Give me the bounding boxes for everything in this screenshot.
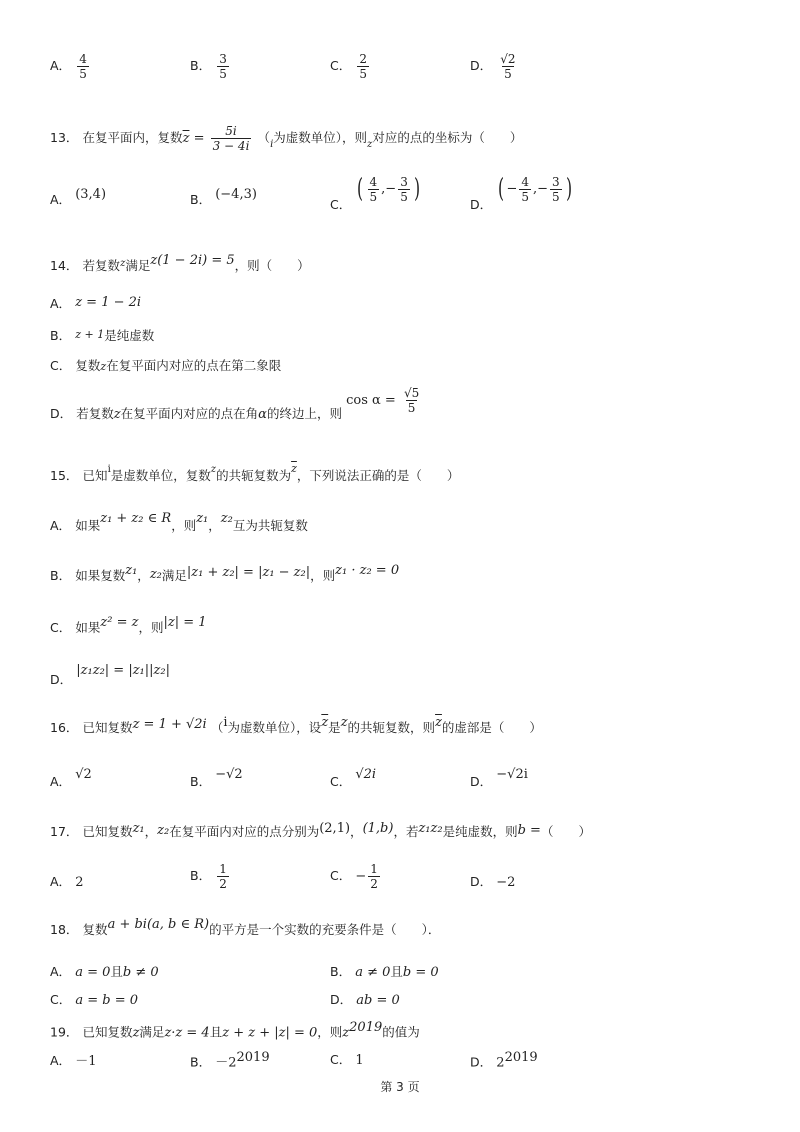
z-conjugate: z — [291, 462, 297, 475]
q18-option-a — [50, 962, 159, 980]
z-conjugate: $\overline{z}$ — [435, 715, 442, 730]
q14-option-c — [50, 356, 281, 374]
option-expression: b ≠ 0 — [122, 965, 159, 980]
option-text: 如果 — [75, 620, 101, 635]
numerator: 3 — [552, 174, 560, 189]
denominator: 3 − 4i — [212, 139, 250, 153]
stem-text: 是纯虚数，则 — [442, 824, 518, 839]
variable-z: z — [210, 464, 217, 475]
page-number: 第 3 页 — [380, 1080, 420, 1094]
option-text: ，则 — [310, 568, 336, 583]
q16-stem — [50, 715, 542, 736]
stem-text: （ ） — [540, 824, 591, 839]
fraction — [398, 175, 410, 204]
q15-stem — [50, 462, 460, 484]
option-label: A． — [50, 1053, 72, 1068]
stem-text: 是 — [328, 720, 341, 735]
question-number: 15． — [50, 468, 79, 483]
z-conjugate: $\overline{z}$ — [182, 131, 190, 146]
exponent: 2019 — [349, 1020, 383, 1035]
q13-option-c — [330, 174, 422, 212]
question-number: 14． — [50, 258, 79, 273]
q16-option-b — [190, 764, 243, 789]
option-text: √2i — [355, 767, 377, 782]
stem-text: 是虚数单位，复数 — [110, 468, 211, 483]
option-label: C． — [330, 58, 352, 73]
option-label: C． — [330, 1052, 352, 1067]
stem-text: 的共轭复数为 — [216, 468, 292, 483]
variable-z: z — [367, 139, 373, 150]
q12-option-a — [50, 52, 91, 81]
stem-text: 满足 — [139, 1024, 165, 1040]
stem-text: ，下列说法正确的是（ ） — [296, 468, 460, 483]
expression: a + bi(a, b ∈ R) — [107, 917, 210, 932]
option-label: C． — [50, 992, 72, 1007]
variable-z1: z₁ — [196, 511, 209, 526]
conjunction: 且 — [390, 964, 403, 979]
option-text: －2 — [215, 1055, 237, 1071]
variable-z: z — [100, 360, 107, 373]
variable-z2: z₂ — [149, 567, 162, 582]
denominator: 2 — [370, 877, 378, 891]
q15-option-b — [50, 563, 400, 584]
stem-text: 的共轭复数，则 — [347, 720, 436, 735]
option-expression: a = 0 — [75, 965, 111, 980]
q17-stem — [50, 822, 591, 840]
q19-stem — [50, 1020, 420, 1040]
option-label: C． — [330, 868, 352, 883]
q18-option-d — [330, 990, 400, 1008]
q17-option-d — [470, 872, 515, 890]
numerator: 1 — [219, 862, 227, 876]
fraction — [402, 386, 421, 415]
stem-text: 的平方是一个实数的充要条件是（ ）． — [209, 922, 441, 937]
q18-option-b — [330, 962, 439, 980]
product: z₁z₂ — [418, 821, 443, 836]
denominator: 5 — [552, 189, 560, 204]
q19-option-d — [470, 1050, 538, 1070]
q19-option-c — [330, 1050, 364, 1068]
option-label: A． — [50, 774, 72, 789]
stem-text: 为虚数单位），则 — [273, 130, 368, 145]
option-text: 满足 — [161, 568, 187, 583]
left-paren: ( — [357, 174, 364, 204]
option-label: C． — [50, 358, 72, 373]
fraction — [368, 175, 380, 204]
q13-option-a — [50, 187, 107, 208]
q19-option-a — [50, 1050, 96, 1069]
q17-option-b — [190, 862, 231, 891]
numerator: 3 — [219, 52, 227, 66]
denominator: 5 — [359, 67, 368, 81]
q13-option-d — [470, 174, 574, 212]
separator: ， — [137, 568, 150, 583]
stem-text: 已知 — [82, 468, 108, 483]
imaginary-unit: i — [107, 464, 111, 475]
option-label: C． — [330, 774, 352, 789]
equation: z + z + |z| = 0 — [222, 1025, 318, 1041]
option-label: D． — [50, 406, 73, 421]
denominator: 2 — [219, 877, 227, 891]
option-text: −2 — [496, 875, 516, 890]
numerator: √2 — [500, 52, 516, 66]
stem-text: 满足 — [125, 258, 151, 273]
option-text: −√2 — [215, 767, 243, 782]
separator: ， — [208, 518, 221, 533]
minus-sign: − — [506, 181, 518, 197]
equation: z(1 − 2i) = 5 — [150, 253, 235, 268]
option-label: B． — [190, 774, 212, 789]
question-number: 19． — [50, 1024, 79, 1040]
stem-text: 为虚数单位），设 — [227, 720, 322, 735]
option-expression: |z| = 1 — [163, 615, 207, 630]
variable-b: b = — [517, 823, 541, 838]
q14-stem — [50, 253, 310, 274]
variable-z2: z₂ — [157, 823, 170, 838]
question-number: 17． — [50, 824, 79, 839]
variable-z1: z₁ — [125, 563, 138, 578]
q16-option-d — [470, 764, 528, 789]
fraction — [211, 124, 252, 153]
denominator: 5 — [219, 67, 227, 81]
fraction — [217, 862, 229, 891]
left-paren: ( — [498, 174, 505, 204]
q17-option-a — [50, 872, 83, 890]
option-expression: a ≠ 0 — [355, 965, 391, 980]
exponent: 2019 — [236, 1050, 270, 1065]
option-label: D． — [470, 196, 493, 212]
stem-text: 对应的点的坐标为（ ） — [372, 130, 523, 145]
option-label: B． — [50, 328, 72, 343]
imaginary-unit: i — [270, 139, 274, 150]
option-text: 若复数 — [76, 406, 114, 421]
separator: ， — [350, 824, 363, 839]
option-label: B． — [190, 868, 212, 883]
option-expression: z = 1 − 2i — [75, 295, 142, 310]
option-text: 复数 — [75, 358, 101, 373]
variable-z1: z₁ — [132, 821, 145, 836]
option-expression: z + 1 — [75, 328, 105, 341]
option-text: 2 — [496, 1055, 505, 1071]
fraction — [368, 862, 380, 891]
conjunction: 且 — [209, 1024, 223, 1040]
q15-option-c — [50, 615, 207, 636]
q18-option-c — [50, 990, 138, 1008]
option-text: 是纯虚数 — [104, 328, 155, 343]
option-label: B． — [330, 964, 352, 979]
q12-option-d — [470, 52, 520, 81]
option-text: 在复平面内对应的点在第二象限 — [106, 358, 282, 373]
stem-text: 已知复数 — [82, 720, 133, 735]
q12-option-c — [330, 52, 371, 81]
stem-text: 的虚部是（ ） — [441, 720, 542, 735]
option-text: 如果 — [75, 518, 101, 533]
option-label: C． — [330, 196, 352, 212]
denominator: 5 — [369, 189, 378, 204]
stem-text: 若复数 — [82, 258, 121, 273]
option-text: ，则 — [138, 620, 164, 635]
denominator: 5 — [521, 189, 529, 204]
variable-z: z — [342, 1025, 350, 1041]
option-label: D． — [470, 1054, 493, 1070]
option-expression: |z₁ + z₂| = |z₁ − z₂| — [186, 565, 311, 580]
option-text: 1 — [355, 1053, 364, 1068]
option-label: D． — [470, 58, 493, 73]
option-label: C． — [50, 620, 72, 635]
option-expression: z₁ · z₂ = 0 — [335, 563, 400, 578]
option-label: B． — [190, 1054, 212, 1070]
numerator: 4 — [521, 174, 529, 189]
conjunction: 且 — [110, 964, 123, 979]
exponent: 2019 — [504, 1050, 538, 1065]
option-expression: ab = 0 — [356, 993, 400, 1008]
fraction — [77, 52, 89, 81]
q17-option-c — [330, 862, 382, 891]
point: (2,1) — [319, 821, 351, 836]
variable-z: z — [113, 407, 121, 422]
numerator: 5i — [225, 124, 237, 138]
option-text: (3,4) — [75, 187, 107, 202]
stem-text: 复数 — [82, 922, 108, 937]
option-expression: z₁ + z₂ ∈ R — [100, 511, 172, 526]
option-label: A． — [50, 874, 72, 889]
equals-sign: = — [193, 131, 205, 146]
stem-text: 在复平面内，复数 — [82, 130, 183, 145]
option-text: (−4,3) — [215, 187, 257, 202]
stem-text: （ — [257, 130, 271, 145]
option-label: D． — [470, 874, 493, 889]
q14-option-b — [50, 326, 154, 344]
stem-text: 的值为 — [382, 1024, 420, 1040]
option-label: D． — [330, 992, 353, 1007]
option-label: B． — [190, 192, 212, 207]
variable-z: z — [120, 258, 126, 269]
right-paren: ) — [565, 174, 572, 204]
q18-stem — [50, 917, 441, 938]
question-number: 13． — [50, 130, 79, 145]
option-label: A． — [50, 296, 72, 311]
option-text: 2 — [75, 875, 84, 890]
separator: ， — [144, 824, 158, 839]
numerator: √5 — [403, 386, 420, 400]
q12-option-b — [190, 52, 231, 81]
stem-text: （ — [210, 720, 224, 735]
q19-option-b — [190, 1050, 270, 1070]
stem-text: 已知复数 — [82, 824, 133, 839]
q15-option-a — [50, 511, 308, 534]
variable-z2: z₂ — [220, 511, 233, 526]
fraction — [550, 175, 562, 204]
option-label: A． — [50, 964, 72, 979]
option-label: B． — [50, 568, 72, 583]
option-text: −√2i — [496, 767, 528, 782]
numerator: 4 — [369, 174, 378, 189]
fraction — [498, 52, 517, 81]
fraction — [217, 52, 229, 81]
stem-text: ，若 — [393, 824, 419, 839]
q13-stem — [50, 124, 522, 153]
fraction — [357, 52, 369, 81]
option-expression: b = 0 — [402, 965, 439, 980]
numerator: 1 — [370, 862, 378, 876]
separator: ,− — [532, 181, 549, 197]
numerator: 2 — [359, 52, 368, 66]
q14-option-d — [50, 386, 423, 422]
option-label: A． — [50, 58, 72, 73]
denominator: 5 — [79, 67, 87, 81]
q13-option-b — [190, 187, 257, 208]
cos-expression: cos α = — [346, 393, 396, 408]
stem-text: ，则（ ） — [234, 258, 310, 273]
q14-option-a — [50, 294, 141, 312]
z-conjugate: $\overline{z}$ — [321, 715, 329, 730]
option-expression: z² = z — [100, 615, 139, 630]
variable-z: z — [340, 715, 348, 730]
option-text: －1 — [75, 1054, 97, 1069]
option-text: 互为共轭复数 — [232, 518, 308, 533]
separator: ,− — [381, 181, 397, 197]
option-label: D． — [470, 774, 493, 789]
q16-option-a — [50, 764, 92, 789]
q16-option-c — [330, 764, 377, 789]
option-text: 在复平面内对应的点在角 — [120, 406, 259, 421]
minus-sign: − — [355, 869, 367, 884]
denominator: 5 — [504, 67, 512, 81]
point: (1,b) — [362, 821, 394, 836]
option-expression: |z₁z₂| = |z₁||z₂| — [76, 663, 170, 678]
stem-text: ，则 — [317, 1024, 343, 1040]
imaginary-unit: i — [223, 715, 228, 730]
option-label: B． — [190, 58, 212, 73]
option-expression: a = b = 0 — [75, 993, 139, 1008]
right-paren: ) — [413, 174, 420, 204]
option-label: A． — [50, 518, 72, 533]
option-text: √2 — [75, 767, 92, 782]
numerator: 3 — [400, 174, 408, 189]
question-number: 16． — [50, 720, 79, 735]
equation: z = 1 + √2i — [132, 717, 207, 732]
fraction — [519, 175, 531, 204]
q15-option-d — [50, 660, 170, 687]
option-text: 如果复数 — [75, 568, 126, 583]
option-text: 的终边上，则 — [266, 406, 342, 421]
numerator: 4 — [79, 52, 87, 66]
question-number: 18． — [50, 922, 79, 937]
option-label: D． — [50, 672, 73, 687]
stem-text: 已知复数 — [82, 1024, 133, 1040]
variable-z: z — [132, 1025, 140, 1041]
option-label: A． — [50, 192, 72, 207]
angle-alpha: α — [258, 407, 267, 422]
stem-text: 在复平面内对应的点分别为 — [169, 824, 320, 839]
equation: z·z = 4 — [164, 1025, 210, 1041]
option-text: ，则 — [171, 518, 197, 533]
denominator: 5 — [407, 401, 416, 415]
denominator: 5 — [400, 189, 408, 204]
